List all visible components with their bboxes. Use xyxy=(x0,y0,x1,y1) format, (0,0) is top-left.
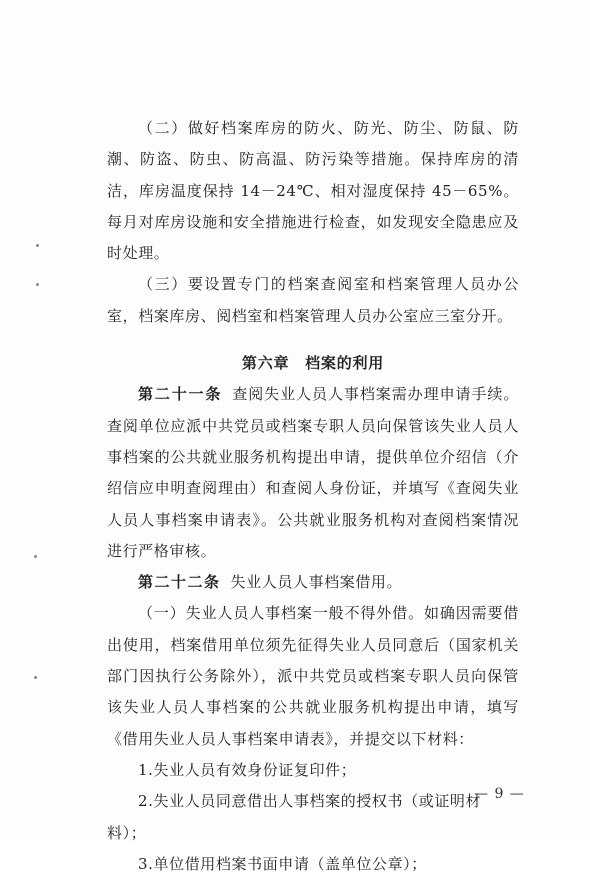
article-22-text: 失业人员人事档案借用。 xyxy=(230,573,403,592)
page-number: — 9 — xyxy=(474,786,525,802)
article-21 xyxy=(107,379,519,567)
paragraph-reading-room: （三）要设置专门的档案查阅室和档案管理人员办公室，档案库房、阅档室和档案管理人员办公室应三室分开。 xyxy=(107,275,519,325)
chapter-title: 第六章 档案的利用 xyxy=(241,354,385,373)
article-22-item-1: （一）失业人员人事档案一般不得外借。如确因需要借出使用，档案借用单位须先征得失业人员同意后（国家机关部门因执行公务除外），派中共党员或档案专职人员向保管该失业人员人事档案的公共就业服务机构提出申请，填写《借用失业人员人事档案申请表》，并提交以下材料： xyxy=(107,604,519,748)
material-item: 1.失业人员有效身份证复印件； xyxy=(138,760,357,779)
paragraph-storage-measures: （二）做好档案库房的防火、防光、防尘、防鼠、防潮、防盗、防虫、防高温、防污染等措施。保持库房的清洁，库房温度保持 14－24℃、相对湿度保持 45－65%。每月对库房设施和安全措施进行检查，如发现安全隐患应及时处理。 xyxy=(107,119,519,263)
scan-dot xyxy=(34,555,37,558)
material-item: 3.单位借用档案书面申请（盖单位公章）； xyxy=(138,854,427,873)
material-item: 2.失业人员同意借出人事档案的授权书（或证明材料）； xyxy=(107,792,482,842)
article-21-text: 查阅失业人员人事档案需办理申请手续。查阅单位应派中共党员或档案专职人员向保管该失业人员人事档案的公共就业服务机构提出申请，提供单位介绍信（介绍信应申明查阅理由）和查阅人身份证，并填写《查阅失业人员人事档案申请表》。公共就业服务机构对查阅档案情况进行严格审核。 xyxy=(107,385,519,560)
article-22 xyxy=(107,567,519,598)
scan-dot xyxy=(36,244,39,247)
scan-dot xyxy=(36,283,39,286)
document-body xyxy=(107,113,519,880)
article-21-label: 第二十一条 xyxy=(138,385,223,404)
article-22-label: 第二十二条 xyxy=(138,573,221,592)
scan-dot xyxy=(34,676,37,679)
